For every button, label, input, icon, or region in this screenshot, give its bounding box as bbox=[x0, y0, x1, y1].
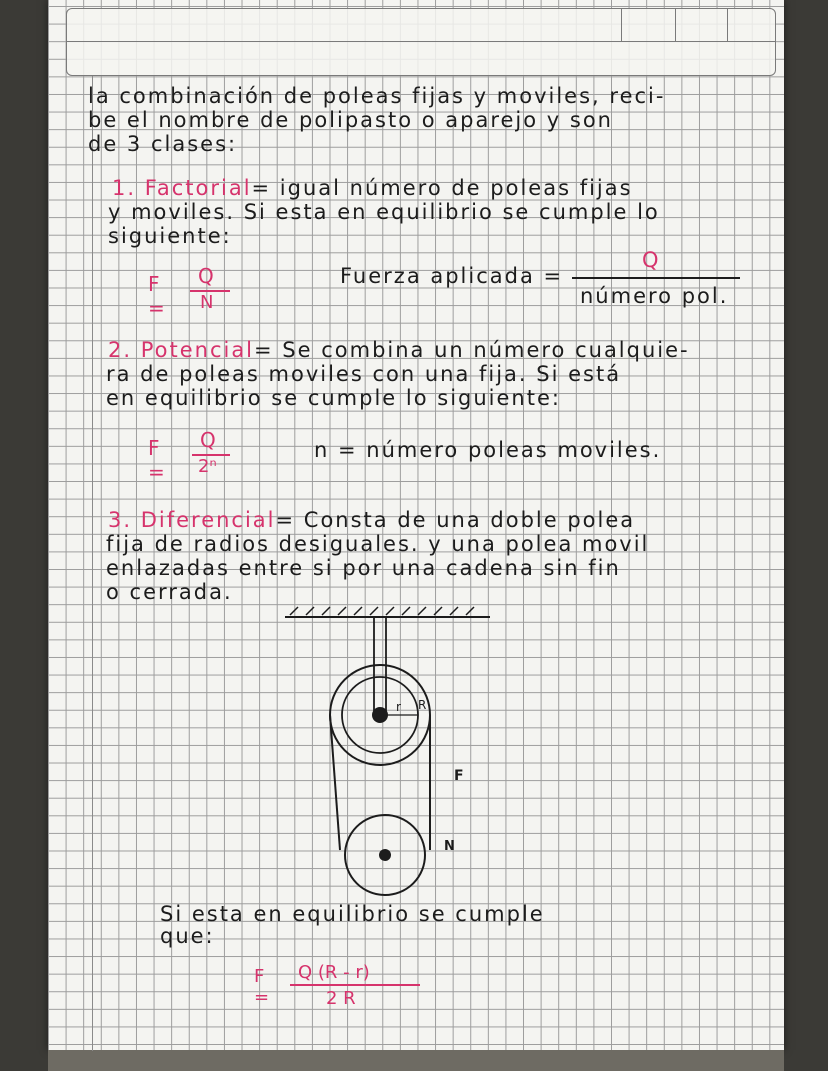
label-r: r bbox=[396, 700, 401, 714]
section3-heading: 3. Diferencial bbox=[108, 508, 276, 532]
formula2-den: 2ⁿ bbox=[198, 456, 217, 477]
page-header-box bbox=[66, 8, 776, 76]
section1-heading: 1. Factorial bbox=[112, 176, 252, 200]
section3-line-3: enlazadas entre si por una cadena sin fin bbox=[106, 556, 621, 580]
ceiling-hatching bbox=[290, 607, 474, 615]
section3-line-2: fija de radios desiguales. y una polea movil bbox=[106, 532, 650, 556]
section2-line-1 bbox=[108, 338, 690, 362]
section1-note-label: Fuerza aplicada = bbox=[340, 264, 564, 288]
section3-line1-rest: = Consta de una doble polea bbox=[275, 508, 636, 532]
section2-line-3: en equilibrio se cumple lo siguiente: bbox=[106, 386, 561, 410]
section2-line1-rest: = Se combina un número cualquie- bbox=[254, 338, 690, 362]
section1-line-3: siguiente: bbox=[108, 224, 232, 248]
section1-line-1 bbox=[112, 176, 633, 200]
intro-line-2: be el nombre de polipasto o aparejo y son bbox=[88, 108, 613, 132]
section3-line-1 bbox=[108, 508, 635, 532]
formula1-den: N bbox=[200, 292, 214, 313]
formula2-num: Q bbox=[200, 428, 216, 452]
formula1-num: Q bbox=[198, 264, 214, 288]
movable-pulley-axle bbox=[379, 849, 391, 861]
formula3-lhs: F = bbox=[254, 966, 270, 1008]
differential-pulley-diagram bbox=[280, 605, 500, 905]
intro-line-1: la combinación de poleas fijas y moviles, reci- bbox=[88, 84, 666, 108]
formula3-num: Q (R - r) bbox=[298, 962, 370, 983]
intro-line-3: de 3 clases: bbox=[88, 132, 238, 156]
section1-note-num: Q bbox=[642, 248, 661, 272]
section2-heading: 2. Potencial bbox=[108, 338, 255, 362]
label-N: N bbox=[444, 839, 455, 854]
margin-line bbox=[92, 76, 93, 1051]
section1-note-den: número pol. bbox=[580, 284, 729, 308]
section3-after-2: que: bbox=[160, 924, 215, 948]
section1-line1-rest: = igual número de poleas fijas bbox=[251, 176, 633, 200]
formula2-lhs: F = bbox=[148, 436, 165, 484]
label-R: R bbox=[418, 698, 427, 712]
label-F: F bbox=[454, 768, 464, 784]
formula1-lhs: F = bbox=[148, 272, 165, 320]
section1-line-2: y moviles. Si esta en equilibrio se cumple lo bbox=[108, 200, 660, 224]
section2-line-2: ra de poleas moviles con una fija. Si está bbox=[106, 362, 622, 386]
formula3-den: 2 R bbox=[326, 988, 356, 1009]
section2-note: n = número poleas moviles. bbox=[314, 438, 662, 462]
desk-surface bbox=[48, 1050, 784, 1071]
section3-line-4: o cerrada. bbox=[106, 580, 233, 604]
section3-after-1: Si esta en equilibrio se cumple bbox=[160, 902, 545, 926]
